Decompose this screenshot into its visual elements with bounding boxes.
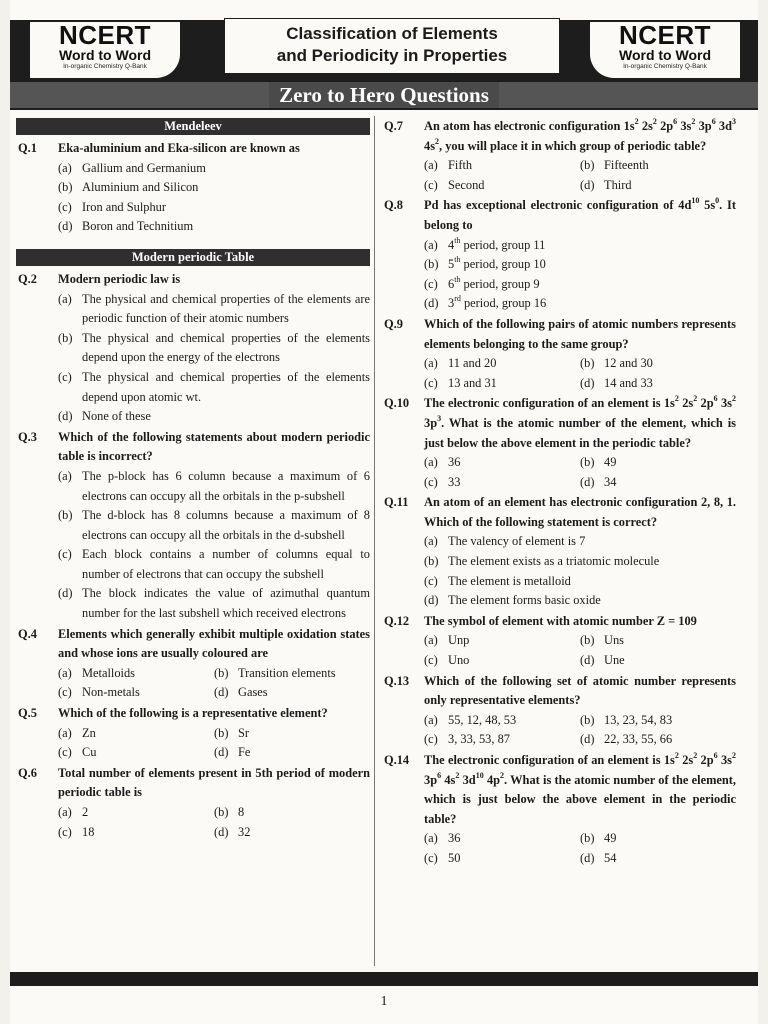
option: (c) The physical and chemical properties of the elements depend upon atomic wt. (58, 369, 370, 404)
option: (a) The valency of element is 7 (424, 534, 586, 549)
question-8: Q.8 Pd has exceptional electronic configuration of $4d^{10}$ $5s^0$. It belong to (384, 196, 736, 232)
option: (c) 6th period, group 9 (424, 274, 540, 291)
question-4: Q.4 Elements which generally exhibit multiple oxidation states and whose ions are usually coloured are (18, 626, 370, 661)
option: (a) Gallium and Germanium (58, 160, 206, 175)
question-5: Q.5 Which of the following is a representative element? (18, 706, 328, 721)
option-grid: (a) 36 (b) 49 (c) 50 (d) 54 (424, 831, 617, 865)
question-7: Q.7 An atom has electronic configuration $1s^2$ $2s^2$ $2p^6$ $3s^2$ $3p^6$ $3d^3$ $4s^2$, you will place it in which group of periodic table? (384, 117, 736, 153)
option: (d) The block indicates the value of azimuthal quantum number for the last subshell which received electrons (58, 586, 370, 621)
section-heading-mendeleev: Mendeleev (16, 118, 370, 135)
question-11: Q.11 An atom of an element has electronic configuration 2, 8, 1. Which of the following statement is correct? (384, 495, 736, 529)
logo-right: NCERT Word to Word In-organic Chemistry Q-Bank (590, 22, 740, 78)
question-12: Q.12 The symbol of element with atomic number Z = 109 (384, 613, 697, 628)
question-2: Q.2 Modern periodic law is (18, 271, 181, 286)
option: (a) 4th period, group 11 (424, 235, 546, 252)
option-grid: (a) Unp (b) Uns (c) Uno (d) Une (424, 633, 625, 668)
left-column (16, 116, 370, 842)
option-grid: (a) Zn (b) Sr (c) Cu (d) Fe (58, 725, 251, 760)
question-10: Q.10 The electronic configuration of an element is $1s^2$ $2s^2$ $2p^6$ $3s^2$ $3p^3$. What is the atomic number of the element, which is just below the above element in the periodic table? (384, 394, 736, 450)
option: (b) The d-block has 8 columns because a maximum of 8 electrons can occupy all the orbitals in the d-subshell (58, 508, 370, 542)
question-14: Q.14 The electronic configuration of an element is $1s^2$ $2s^2$ $2p^6$ $3s^2$ $3p^6$ $4s^2$ $3d^{10}$ $4p^2$. What is the atomic number of the element, which is just below the above element in the periodic table? (384, 751, 737, 826)
option: (d) None of these (58, 409, 151, 424)
option: (c) Iron and Sulphur (58, 199, 166, 214)
section-heading-modern: Modern periodic Table (16, 249, 370, 266)
footer-bar (10, 972, 758, 986)
option: (a) The physical and chemical properties of the elements are periodic function of their atomic numbers (58, 291, 370, 326)
page (10, 0, 758, 1024)
column-divider (374, 116, 375, 966)
banner-title: Zero to Hero Questions (269, 82, 499, 108)
header (10, 18, 758, 80)
question-3: Q.3 Which of the following statements about modern periodic table is incorrect? (18, 429, 370, 464)
option-grid: (a) Metalloids (b) Transition elements (c) Non-metals (d) Gases (58, 665, 336, 700)
option-grid: (a) 2 (b) 8 (c) 18 (d) 32 (58, 805, 251, 839)
logo-left: NCERT Word to Word In-organic Chemistry Q-Bank (30, 22, 180, 78)
option: (c) The element is metalloid (424, 573, 571, 588)
question-13: Q.13 Which of the following set of atomic number represents only representative elements? (384, 673, 736, 708)
option-grid: (a) 55, 12, 48, 53 (b) 13, 23, 54, 83 (c) 3, 33, 53, 87 (d) 22, 33, 55, 66 (424, 712, 673, 747)
option: (a) The p-block has 6 column because a maximum of 6 electrons can occupy all the orbitals in the p-subshell (58, 468, 370, 503)
question-9: Q.9 Which of the following pairs of atomic numbers represents elements belonging to the same group? (384, 316, 736, 351)
page-number: 1 (380, 994, 388, 1009)
option: (b) Aluminium and Silicon (58, 180, 199, 195)
option: (b) 5th period, group 10 (424, 255, 546, 272)
option: (d) Boron and Technitium (58, 219, 194, 234)
question-6: Q.6 Total number of elements present in 5th period of modern periodic table is (18, 765, 370, 800)
chapter-title: Classification of Elements and Periodicity in Properties (224, 18, 560, 74)
option: (c) Each block contains a number of columns equal to number of electrons that can occupy the subshell (58, 547, 370, 581)
option: (b) The physical and chemical properties of the elements depend upon the energy of the electrons (58, 330, 370, 365)
option: (b) The element exists as a triatomic molecule (424, 554, 660, 569)
question-1: Q.1 Eka-aluminium and Eka-silicon are known as (18, 141, 300, 155)
option: (d) The element forms basic oxide (424, 593, 601, 608)
option-grid: (a) 36 (b) 49 (c) 33 (d) 34 (424, 455, 617, 489)
right-column (382, 116, 736, 869)
option: (d) 3rd period, group 16 (424, 294, 547, 311)
banner (10, 80, 758, 110)
option-grid: (a) Fifth (b) Fifteenth (c) Second (d) Third (424, 158, 649, 192)
option-grid: (a) 11 and 20 (b) 12 and 30 (c) 13 and 31 (d) 14 and 33 (424, 356, 653, 390)
